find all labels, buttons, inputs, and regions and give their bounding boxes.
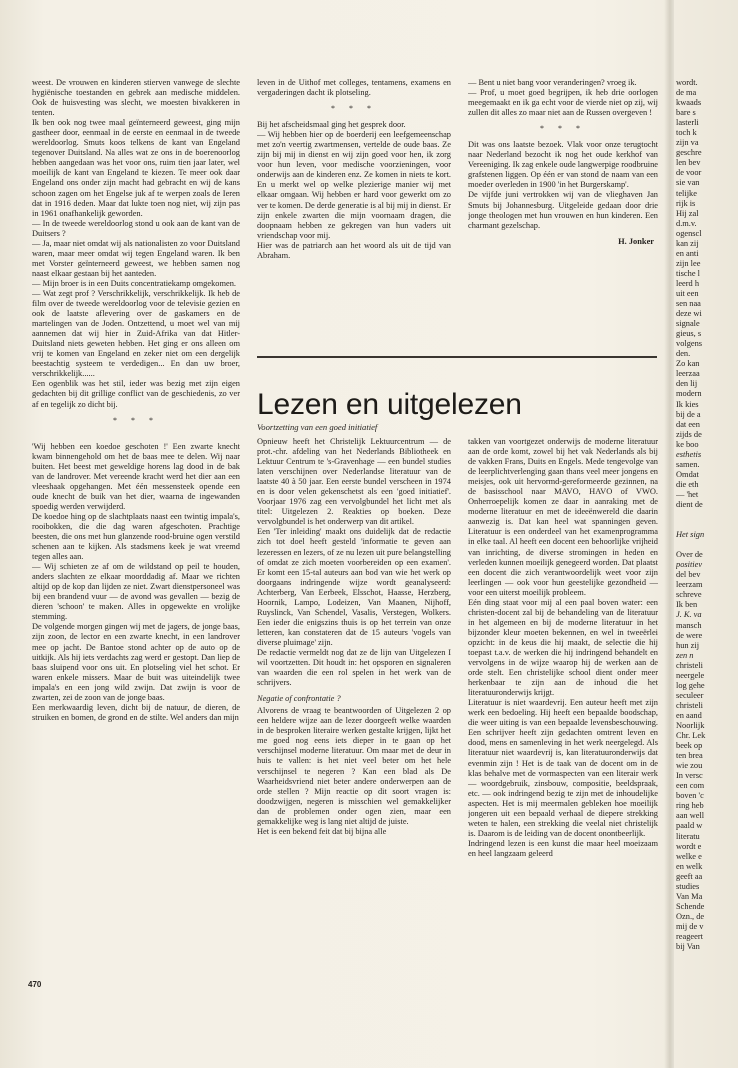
paragraph: Eén ding staat voor mij al een paal boven water: een christen-docent zal bij de behandeling van de literatuur in het algemeen en bij de moderne literatuur in het bijzonder kleur moeten bekennen, en wel in tweeërlei opzicht: in de keus die hij maakt, de selectie die hij toepast t.a.v. de werken die hij indringend behandelt en vervolgens in de wijze waarop hij de werken aan de orde stelt. Een christelijke school dient onder meer herkenbaar te zijn aan de inhoud die het literatuuronderwijs krijgt. xyxy=(468,597,658,698)
cropped-line: lasterli xyxy=(676,118,699,128)
cropped-line: die eth xyxy=(676,479,699,489)
cropped-line: geschre xyxy=(676,148,702,158)
paragraph: Ik ben ook nog twee maal geïnterneerd geweest, ging mijn gastheer door, eenmaal in de eerste en eenmaal in de tweede wereldoorlog. Smuts koos telkens de kant van Engeland tegenover Duitsland. Na alles wat ze ons in de boerenoorlog hebben aangedaan was het voor ons, ruim tien jaar later, wel moeilijk de kant van Engeland te kiezen. Te meer ook daar Engeland ons onder zijn macht had gebracht en wij de kans schoon zagen om het Engelse juk af te werpen zoals de Ieren dat in 1916 deden. Maar dat lukte toen nog niet, wij zijn pas in 1961 onafhankelijk geworden. xyxy=(32,118,240,218)
paragraph: — Prof, u moet goed begrijpen, ik heb drie oorlogen meegemaakt en ik ga echt voor de vierde niet op zij, wij zullen dit alles zo maar niet aan de Russen overgeven ! xyxy=(468,88,658,118)
cropped-line: hun zij xyxy=(676,640,700,650)
cropped-line: Chr. Lek xyxy=(676,731,706,741)
article-column-2 xyxy=(468,437,658,982)
cropped-line: esthetis xyxy=(676,449,702,459)
paragraph: — Ja, maar niet omdat wij als nationalisten zo voor Duitsland waren, maar meer omdat wij tegen Engeland waren. Ik ben met Vorster geïnterneerd geweest, we hebben samen nog naast elkaar gestaan bij het aanteden. xyxy=(32,238,240,278)
cropped-line: ke boo xyxy=(676,439,699,449)
cropped-line: zijn lee xyxy=(676,258,701,268)
paragraph: — Wij schieten ze af om de wildstand op peil te houden, anders slachten ze elkaar moorddadig af. Maar we richten altijd op de kop dan lijden ze niet. Zwart dienstpersoneel was bij een brandend vuur — de avond was gevallen — bezig de dieren 'schoon' te maken. Alles in opgewekte en vrolijke stemming. xyxy=(32,562,240,622)
cropped-line: welke e xyxy=(676,851,702,861)
cropped-line: Schende xyxy=(676,901,705,911)
cropped-line: zijds de xyxy=(676,429,702,439)
column-3-top xyxy=(468,78,658,340)
cropped-line: J. K. va xyxy=(676,610,702,620)
column-3-top-paragraphs xyxy=(468,78,658,118)
author-signature: H. Jonker xyxy=(618,236,654,246)
paragraph: Alvorens de vraag te beantwoorden of Uitgelezen 2 op een heldere wijze aan de lezer doorgeeft welke waarden in de besproken literaire werken gestalte krijgen, lijkt het me goed nog eens iets dieper in te gaan op het verschijnsel moderne literatuur. Om maar met de deur in huis te vallen: is het niet veel beter om het hele verschijnsel te negeren ? Kan een blad als De Waarheidsvriend niet beter andere onderwerpen aan de orde stellen ? Mijn reactie op dit soort vragen is: doodzwijgen, negeren is misschien wel gemakkelijker dan de problemen onder ogen zien, maar een gemakkelijke weg is lang niet altijd de juiste. xyxy=(257,706,451,826)
cropped-line: geeft aa xyxy=(676,871,703,881)
cropped-line: telijke xyxy=(676,188,697,198)
cropped-line: en welk xyxy=(676,861,703,871)
cropped-line: zen n xyxy=(676,650,694,660)
cropped-line: rijk is xyxy=(676,198,696,208)
cropped-line: Ik ben xyxy=(676,600,698,610)
paragraph: De redactie vermeldt nog dat ze de lijn van Uitgelezen I wil voortzetten. Dit houdt in: het opsporen en signaleren van waarden die een rol spelen in het werk van de schrijvers. xyxy=(257,647,451,688)
cropped-line: tische l xyxy=(676,268,700,278)
paragraph: Een ogenblik was het stil, ieder was bezig met zijn eigen gedachten bij dit grillige conflict van de geschiedenis, zo ver af en tegelijk zo dicht bij. xyxy=(32,379,240,409)
cropped-line: Zo kan xyxy=(676,359,700,369)
cropped-line: sen naa xyxy=(676,299,701,309)
cropped-line: kwaads xyxy=(676,98,702,108)
cropped-line: mansch xyxy=(676,620,702,630)
paragraph: — In de tweede wereldoorlog stond u ook aan de kant van de Duitsers ? xyxy=(32,218,240,238)
cropped-line: Het sign xyxy=(676,530,705,540)
cropped-line: leerzaa xyxy=(676,369,700,379)
cropped-line: en aand xyxy=(676,710,702,720)
cropped-line: bare s xyxy=(676,108,696,118)
cropped-line: christeli xyxy=(676,660,703,670)
paragraph: Indringend lezen is een kunst die maar heel moeizaam en heel langzaam geleerd xyxy=(468,838,658,858)
column-1-paragraphs-2 xyxy=(32,442,240,723)
paragraph: — Wij hebben hier op de boerderij een leefgemeenschap met zo'n veertig zwartmensen, vertelde de oude baas. Ze zijn bij mij in dienst en wij zijn goed voor hen, ik zorg voor hun leven, voor medische voorzieningen, voor onderwijs aan de kinderen enz. Ze komen in niets te kort. En u merkt wel op welke plezierige manier wij met elkaar omgaan. Wij hebben er hard voor gewerkt om zo ver te komen. De derde generatie is al bij mij in dienst. Er zijn enkele zwarten die mijn voornaam dragen, die doopnaam hebben ze gekregen van hun vaders uit vriendschap voor mij. xyxy=(257,130,451,240)
section-break-stars: * * * xyxy=(540,124,586,134)
paragraph: leven in de Uithof met colleges, tentamens, examens en vergaderingen dacht ik plotseling. xyxy=(257,78,451,98)
cropped-line: log gehe xyxy=(676,680,705,690)
paragraph: De koedoe hing op de slachtplaats naast een twintig impala's, rooibokken, die die dag waren afgeschoten. Prachtige beesten, die ons met hun glanzende rood-bruine ogen verstild schenen aan te kijken. Als stadsmens keek je wat vreemd tegen alles aan. xyxy=(32,511,240,562)
cropped-line: samen. xyxy=(676,459,700,469)
cropped-line: volgens xyxy=(676,339,703,349)
paragraph: 'Wij hebben een koedoe geschoten !' Een zwarte knecht kwam binnengehold om het de baas mee te delen. Wij naar buiten. Het beest met geweldige horens lag dood in de bak van de landrover. Met vereende kracht werd het dier aan een vleeshaak opgehangen. Met één messensteek opende een oude knecht de buik van het dier, waarna de ingewanden spoedig werden verwijderd. xyxy=(32,441,240,511)
cropped-line: dat een xyxy=(676,419,700,429)
cropped-line: leerd h xyxy=(676,278,700,288)
article-kicker: Voortzetting van een goed initiatief xyxy=(257,422,378,432)
paragraph: — Bent u niet bang voor veranderingen? vroeg ik. xyxy=(468,78,637,87)
column-2-top-paragraphs-2 xyxy=(257,120,451,261)
column-3-top-paragraphs-2 xyxy=(468,140,658,230)
cropped-line: uit een xyxy=(676,288,699,298)
section-break-stars: * * * xyxy=(331,104,377,114)
cropped-line: christeli xyxy=(676,700,703,710)
column-2-top-paragraphs xyxy=(257,78,451,98)
column-1-paragraphs xyxy=(32,78,240,410)
paragraph: Opnieuw heeft het Christelijk Lektuurcentrum — de prot.-chr. afdeling van het Nederlands Bibliotheek en Lektuur Centrum te 's-Gravenhage — een bundel studies laten verschijnen over Nederlandse literatuur van de laatste 40 à 50 jaar. Een eerste bundel verscheen in 1974 en is door velen gekenschetst als een 'goed initiatief'. Voorjaar 1976 zag een vervolgbundel het licht met als titel: Uitgelezen 2. Reakties op boeken. Deze vervolgbundel is het onderwerp van dit artikel. xyxy=(257,437,451,527)
cropped-line: del bev xyxy=(676,570,701,580)
cropped-line: In versc xyxy=(676,771,703,781)
cropped-line: Hij zal xyxy=(676,208,699,218)
paragraph: Bij het afscheidsmaal ging het gesprek door. xyxy=(257,120,406,130)
article-column-1 xyxy=(257,437,451,982)
cropped-line: wordt e xyxy=(676,841,702,851)
cropped-line: de were xyxy=(676,630,703,640)
paragraph: — Mijn broer is in een Duits concentratiekamp omgekomen. xyxy=(32,278,236,288)
cropped-line: bij de a xyxy=(676,409,701,419)
cropped-line: bij Van xyxy=(676,942,700,952)
cropped-line: Noorlijk xyxy=(676,721,705,730)
cropped-line: ten brea xyxy=(676,751,703,761)
article-divider-rule xyxy=(257,356,657,358)
cropped-line: mij de v xyxy=(676,921,704,931)
paragraph: weest. De vrouwen en kinderen stierven vanwege de slechte hygiënische toestanden en gebrek aan medische middelen. Ook de huisvesting was slecht, we moesten bivakkeren in tenten. xyxy=(32,78,240,118)
cropped-line: een com xyxy=(676,781,705,791)
cropped-line: ring heb xyxy=(676,801,704,811)
article-subheading: Negatie of confrontatie ? xyxy=(257,694,341,704)
paragraph: De vijfde juni vertrokken wij van de vlieghaven Jan Smuts bij Johannesburg. Uitgeleide gedaan door drie jonge theologen met hun vrouwen en hun kinderen. Een charmant gezelschap. xyxy=(468,190,658,230)
cropped-line: neergele xyxy=(676,670,705,680)
cropped-line: modern xyxy=(676,389,702,399)
paragraph: takken van voortgezet onderwijs de moderne literatuur aan de orde komt, zowel bij het vak Nederlands als bij de vakken Frans, Duits en Engels. Mede tengevolge van de leerplichtverlenging gaan thans veel meer jongens en meisjes, ook uit hervormd-gereformeerde gezinnen, na de basisschool naar MAVO, HAVO of VWO. Onherroepelijk komen ze daar in aanraking met de moderne literatuur en met de ideeënwereld die daarin aanwezig is. Dat kan heel wat spanningen geven. Literatuur is een onderdeel van het examenprogramma in elke taal. Al heeft een docent een behoorlijke vrijheid van inrichting, de diverse stromingen in heden en verleden kunnen moeilijk genegeerd worden. Dat plaatst een docent die zich verantwoordelijk weet voor zijn leerlingen — ook voor hun geestelijke gezondheid — voor een uiterst moeilijk probleem. xyxy=(468,437,658,597)
paragraph: — Wat zegt prof ? Verschrikkelijk, verschrikkelijk. Ik heb de film over de tweede wereldoorlog voor de televisie gezien en ook de laatste aflevering over de gaskamers en de martelingen van de Joden. Ontzettend, u moet wel van mij aannemen dat wij hier in Zuid-Afrika van dat Hitler-Duitsland niets geweten hebben. Het ging er ons alleen om vrij te komen van Engeland en zeker niet om een dergelijk beestachtig systeem te verdedigen... En dan uw broer, verschrikkelijk...... xyxy=(32,288,240,379)
cropped-line: seculeer xyxy=(676,690,704,700)
cropped-line xyxy=(676,510,738,520)
cropped-line: de voor xyxy=(676,168,702,178)
article-column-1-paragraphs xyxy=(257,437,451,688)
cropped-line: studies xyxy=(676,881,700,891)
cropped-line: Over de xyxy=(676,550,703,560)
cropped-line: — 'het xyxy=(676,489,699,499)
cropped-line: dient de xyxy=(676,499,703,509)
cropped-line: boven 'c xyxy=(676,791,704,801)
cropped-line: positiev xyxy=(676,560,703,570)
cropped-line: leerzam xyxy=(676,580,703,590)
cropped-line: deze wi xyxy=(676,309,702,319)
paragraph: Dit was ons laatste bezoek. Vlak voor onze terugtocht naar Nederland bezocht ik nog het oude kerkhof van Vereeniging. Ik zag enkele oude langwerpige roodbruine grafstenen liggen. Op één er van stond de naam van een moeder overleden in 1900 'in het Burgerskamp'. xyxy=(468,140,658,190)
cropped-line: wie zou xyxy=(676,761,703,771)
cropped-line: toch k xyxy=(676,128,697,138)
cropped-line: literatu xyxy=(676,831,700,841)
column-2-top xyxy=(257,78,451,350)
cropped-line xyxy=(676,520,738,530)
cropped-line: Ozn., de xyxy=(676,911,705,921)
cropped-line: signale xyxy=(676,319,700,329)
cropped-line: kan zij xyxy=(676,238,699,248)
cropped-line: Ik kies xyxy=(676,399,699,409)
article-column-1-paragraphs-2 xyxy=(257,706,451,837)
cropped-line: Omdat xyxy=(676,469,699,479)
cropped-line: wordt. xyxy=(676,78,698,87)
cropped-line: den. xyxy=(676,349,691,359)
cropped-line: sie van xyxy=(676,178,700,188)
cropped-line: ogenscl xyxy=(676,228,702,238)
paragraph: De volgende morgen gingen wij met de jagers, de jonge baas, zijn zoon, de lector en een zwarte knecht, in een landrover mee op jacht. De Bantoe stond achter op de auto op de uitkijk. Als hij iets verdachts zag werd er gestopt. Dan liep de baas sluipend voor ons uit. En plotseling viel het schot. Er waren enkele missers. Maar de buit was uiteindelijk twee impala's en een jong wild zwijn. Dat zwijn is voor de zwarten, zei de zoon van de jonge baas. xyxy=(32,622,240,702)
paragraph: Literatuur is niet waardevrij. Een auteur heeft met zijn werk een bedoeling. Hij heeft een bepaalde boodschap, die weer uiting is van een bepaalde levensbeschouwing. Een schrijver heeft zijn gedachten omtrent leven en dood, mens en samenleving in het werk neergelegd. Als literatuur niet waardevrij is, kan literatuuronderwijs dat evenmin zijn ! Het is de taak van de docent om in de klas behalve met de vormaspecten van een literair werk — woordgebruik, zinsbouw, compositie, beeldspraak, etc. — ook indringend bezig te zijn met de inhoudelijke aspecten. Het is mij meermalen gebleken hoe moeilijk jongeren uit een bepaald verhaal de diepere strekking weten te halen, een strekking die veelal niet christelijk is. Daarom is de leiding van de docent onontbeerlijk. xyxy=(468,698,658,838)
cropped-line xyxy=(676,540,738,550)
cropped-line: de ma xyxy=(676,88,697,98)
cropped-line: d.m.v. xyxy=(676,218,697,228)
cropped-line: gieus, s xyxy=(676,329,702,339)
page-number: 470 xyxy=(28,980,42,989)
paragraph: Een 'Ter inleiding' maakt ons duidelijk dat de redactie zich tot doel heeft gesteld 'informatie te geven aan lezeressen en lezers, of ze nu lezen uit pure belangstelling of omdat ze zich moeten voorbereiden op een examen'. Er komt een 15-tal auteurs aan bod van wie het werk op doorgaans indringende wijze wordt geanalyseerd: Achterberg, Van Eerbeek, Elsschot, Haasse, Herzberg, Hoornik, Lampo, Lodeizen, Van Maanen, Nijhoff, Ruyslinck, Van Schendel, Vasalis, Verstegen, Wolkers. Een ieder die enigszins thuis is op het terrein van onze letteren, kan constateren dat de 15 auteurs 'vogels van diverse pluimage' zijn. xyxy=(257,527,451,647)
cropped-line: zijn va xyxy=(676,138,699,148)
paragraph: Het is een bekend feit dat bij bijna alle xyxy=(257,826,387,836)
paragraph: Hier was de patriarch aan het woord als uit de tijd van Abraham. xyxy=(257,240,451,260)
article-column-2-paragraphs xyxy=(468,437,658,859)
page-fold-shadow xyxy=(664,0,674,1068)
cropped-line: len bev xyxy=(676,158,701,168)
cropped-line: schreve xyxy=(676,590,702,600)
cropped-line: beek op xyxy=(676,741,703,751)
cropped-line: en anti xyxy=(676,248,699,258)
cropped-line: aan well xyxy=(676,811,705,821)
section-break-stars: * * * xyxy=(113,415,159,425)
cropped-line: reageert xyxy=(676,931,703,941)
next-page-column-cropped xyxy=(676,78,738,958)
column-1 xyxy=(32,78,240,978)
paragraph: Een merkwaardig leven, dicht bij de natuur, de dieren, de struiken en bomen, de grond en de stilte. Wel anders dan mijn xyxy=(32,702,240,722)
article-headline: Lezen en uitgelezen xyxy=(257,388,522,421)
cropped-line: paald w xyxy=(676,821,703,831)
cropped-line: Van Ma xyxy=(676,891,703,901)
cropped-line: den lij xyxy=(676,379,698,389)
